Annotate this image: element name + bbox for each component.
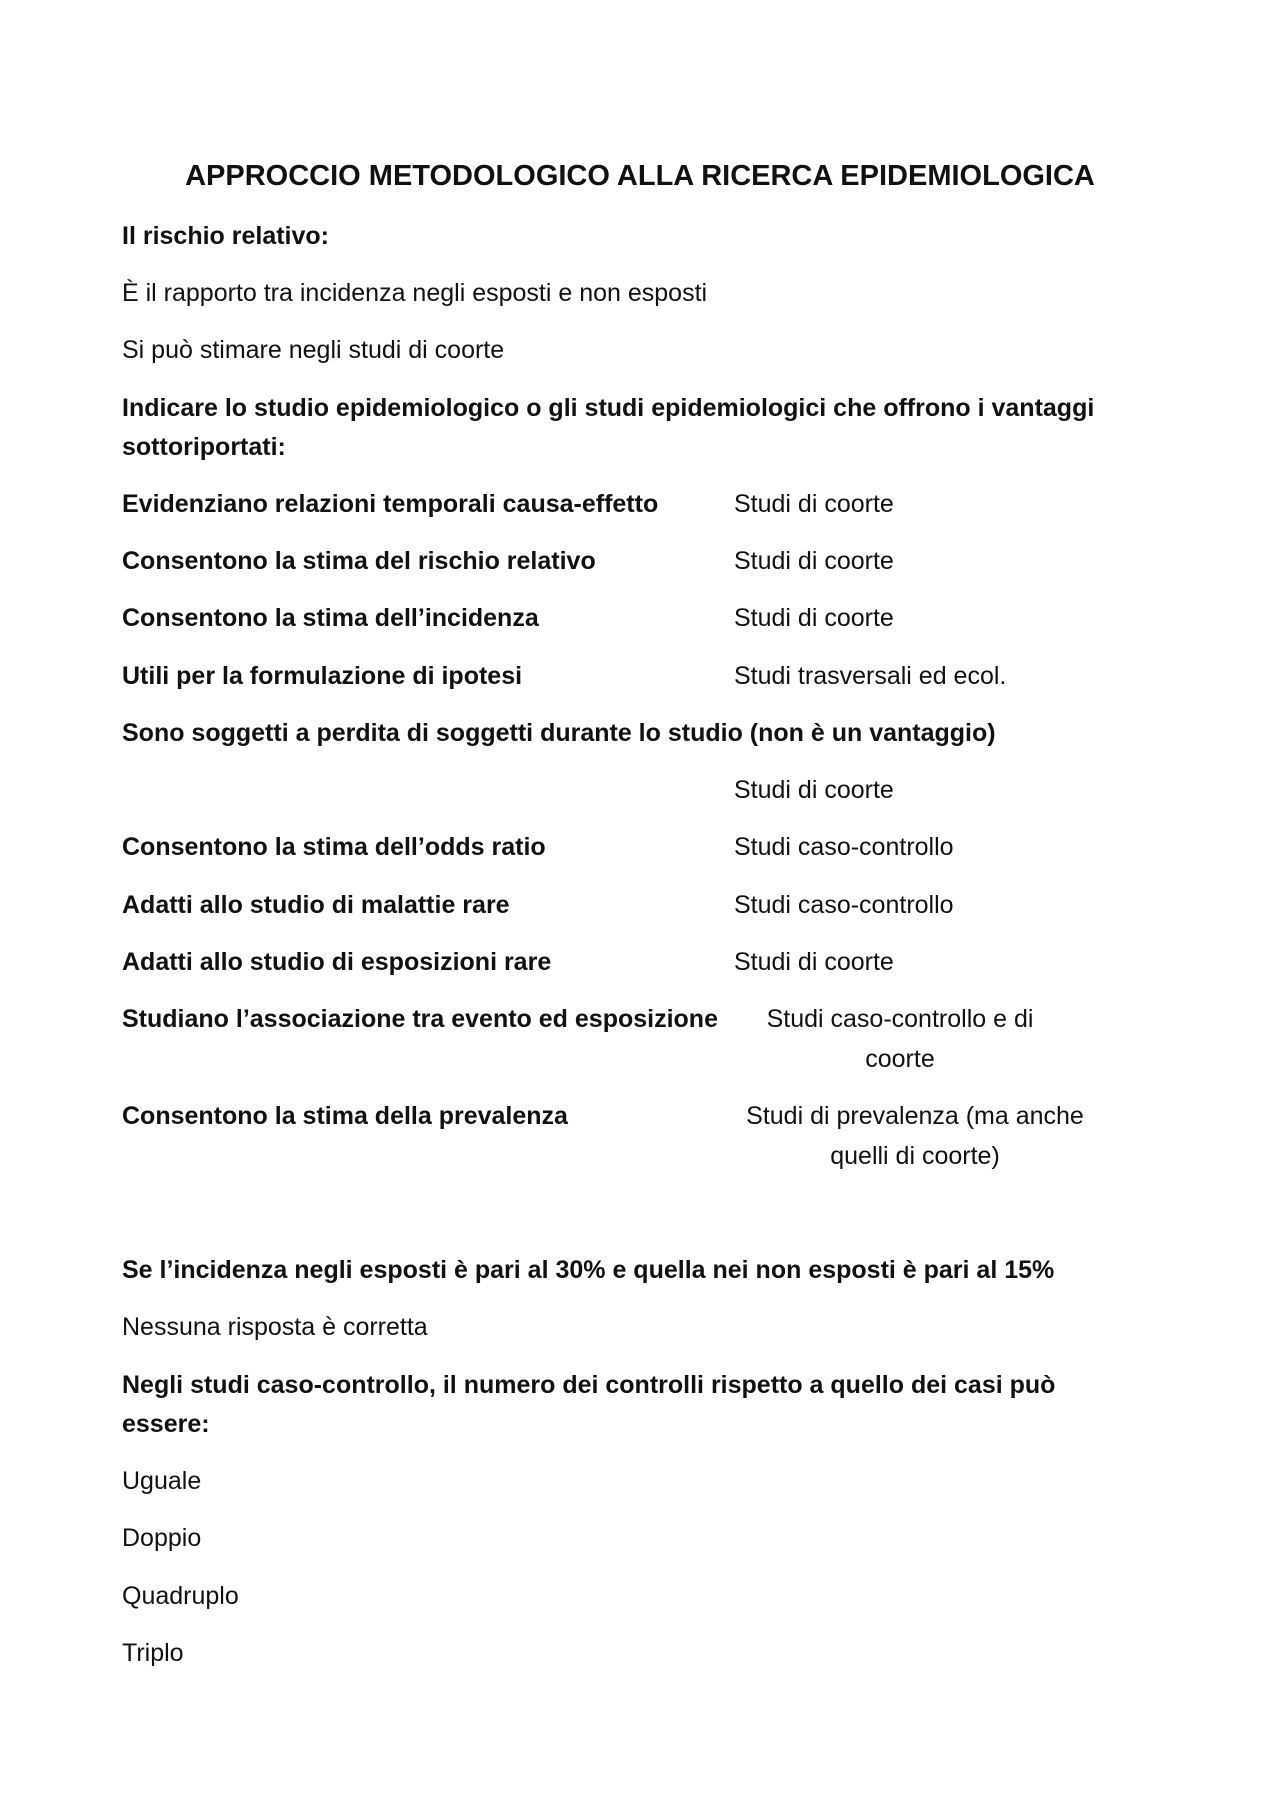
incidence-question: Se l’incidenza negli esposti è pari al 30% e quella nei non esposti è pari al 15%: [122, 1256, 1055, 1284]
loss-question: Sono soggetti a perdita di soggetti durante lo studio (non è un vantaggio): [122, 719, 996, 747]
advantage-answer: Studi di coorte: [734, 547, 894, 575]
prevalence-question: Consentono la stima della prevalenza: [122, 1102, 568, 1130]
advantage-question: Consentono la stima del rischio relativo: [122, 547, 596, 575]
advantage-answer: Studi trasversali ed ecol.: [734, 662, 1007, 690]
advantage-answer: Studi di coorte: [734, 948, 894, 976]
document-title: APPROCCIO METODOLOGICO ALLA RICERCA EPIDEMIOLOGICA: [185, 160, 1095, 192]
case-control-answer: Doppio: [122, 1524, 202, 1552]
advantage-answer: Studi caso-controllo: [734, 891, 954, 919]
advantage-question: Evidenziano relazioni temporali causa-effetto: [122, 490, 659, 518]
question-indicate-line-2: sottoriportati:: [122, 433, 286, 461]
advantage-answer: Studi di coorte: [734, 490, 894, 518]
advantage-question: Consentono la stima dell’incidenza: [122, 604, 539, 632]
case-control-answer: Uguale: [122, 1467, 202, 1495]
advantage-question: Adatti allo studio di esposizioni rare: [122, 948, 552, 976]
association-question: Studiano l’associazione tra evento ed esposizione: [122, 1005, 718, 1033]
association-answer: [750, 999, 1050, 1079]
rr-line-2: Si può stimare negli studi di coorte: [122, 336, 505, 364]
advantage-question: Adatti allo studio di malattie rare: [122, 891, 510, 919]
advantage-answer: Studi di coorte: [734, 604, 894, 632]
prevalence-answer-line-1: Studi di prevalenza (ma anche: [746, 1102, 1084, 1130]
association-answer-line-1: Studi caso-controllo e di: [766, 1005, 1034, 1033]
advantage-answer: Studi caso-controllo: [734, 833, 954, 861]
association-answer-line-2: coorte: [865, 1045, 935, 1073]
loss-answer: Studi di coorte: [734, 776, 894, 804]
advantage-question: Utili per la formulazione di ipotesi: [122, 662, 523, 690]
rr-line-1: È il rapporto tra incidenza negli esposti e non esposti: [122, 279, 708, 307]
question-indicate-line-1: Indicare lo studio epidemiologico o gli studi epidemiologici che offrono i vantaggi: [122, 394, 1095, 422]
rr-heading: Il rischio relativo:: [122, 222, 330, 250]
case-control-answer: Quadruplo: [122, 1582, 239, 1610]
prevalence-answer-line-2: quelli di coorte): [830, 1142, 1000, 1170]
case-control-question-line-1: Negli studi caso-controllo, il numero dei controlli rispetto a quello dei casi può: [122, 1371, 1056, 1399]
case-control-answer: Triplo: [122, 1639, 184, 1667]
advantage-question: Consentono la stima dell’odds ratio: [122, 833, 546, 861]
incidence-answer: Nessuna risposta è corretta: [122, 1313, 428, 1341]
case-control-question-line-2: essere:: [122, 1410, 210, 1438]
prevalence-answer: [730, 1096, 1100, 1176]
